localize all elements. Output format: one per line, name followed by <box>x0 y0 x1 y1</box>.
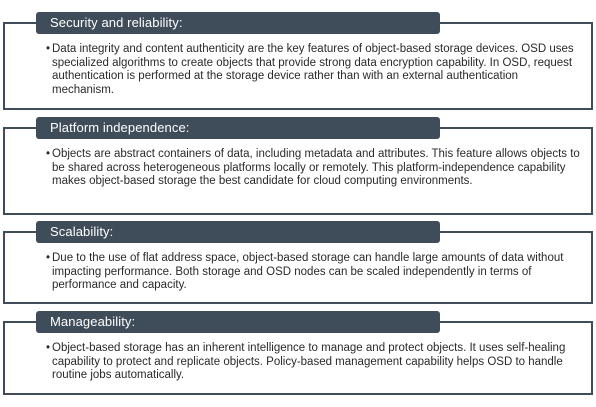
section-title: Manageability: <box>50 314 136 329</box>
section-body-manageability <box>46 342 580 383</box>
section-header-security <box>36 12 440 34</box>
section-text: Due to the use of flat address space, object-based storage can handle large amounts of data without impacting performance. Both storage and OSD nodes can be scaled independently in terms of performance and capacity. <box>52 252 564 292</box>
section-text: Data integrity and content authenticity are the key features of object-based storage devices. OSD uses specialized algorithms to create objects that provide strong data encryption capability. In OSD, request authentication is performed at the storage device rather than with an external authentication mechanism. <box>52 43 574 96</box>
section-header-manageability <box>36 311 440 333</box>
section-title: Scalability: <box>50 224 114 239</box>
section-title: Platform independence: <box>50 120 190 135</box>
section-body-platform <box>46 148 580 189</box>
bullet-icon: • <box>46 148 51 160</box>
bullet-icon: • <box>46 252 51 264</box>
section-text: Object-based storage has an inherent intelligence to manage and protect objects. It uses self-healing capability to protect and replicate objects. Policy-based management capability helps OSD to handle routine jobs automatically. <box>52 342 566 382</box>
section-header-scalability <box>36 221 440 243</box>
section-body-security <box>46 43 580 97</box>
section-body-scalability <box>46 252 580 293</box>
section-text: Objects are abstract containers of data, including metadata and attributes. This feature allows objects to be shared across heterogeneous platforms locally or remotely. This platform-independence capability makes object-based storage the best candidate for cloud computing environments. <box>52 148 580 188</box>
bullet-icon: • <box>46 43 51 55</box>
section-title: Security and reliability: <box>50 15 183 30</box>
section-header-platform <box>36 117 440 139</box>
bullet-icon: • <box>46 342 51 354</box>
